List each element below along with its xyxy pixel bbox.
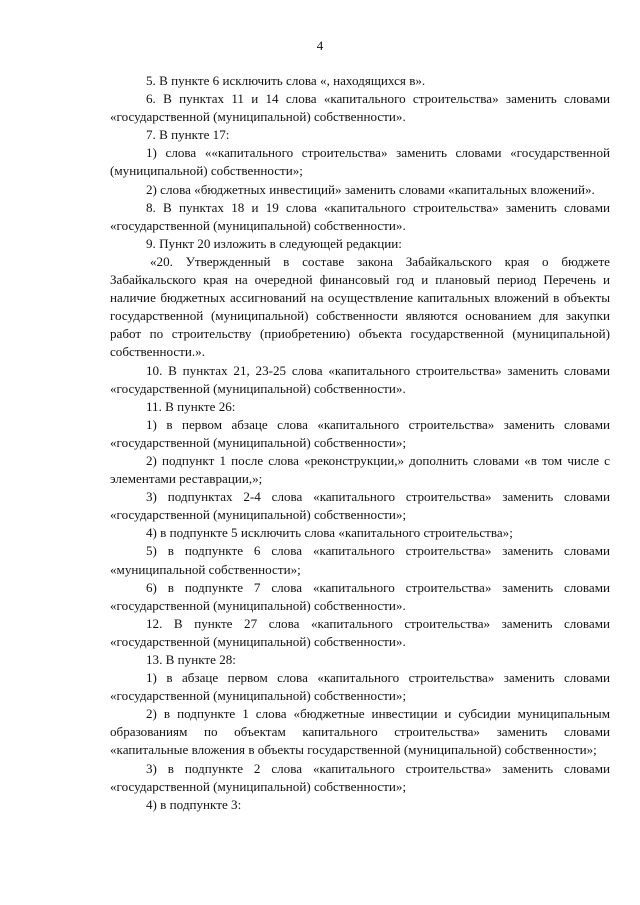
paragraph-11-3: 3) подпунктах 2-4 слова «капитального строительства» заменить словами «государственной (муниципальной) собственности»;: [110, 489, 610, 523]
paragraph-9: 9. Пункт 20 изложить в следующей редакции:: [146, 235, 402, 251]
paragraph-11-2: 2) подпункт 1 после слова «реконструкции,» дополнить словами «в том числе с элементами реставрации,»;: [110, 452, 610, 487]
page-number: 4: [316, 38, 324, 53]
paragraph-13-3: 3) в подпункте 2 слова «капитального строительства» заменить словами «государственной (муниципальной) собственности»;: [110, 760, 610, 794]
paragraph-8: 8. В пунктах 18 и 19 слова «капитального строительства» заменить словами «государственной (муниципальной) собственности».: [110, 199, 610, 233]
paragraph-11-1: 1) в первом абзаце слова «капитального строительства» заменить словами «государственной (муниципальной) собственности»;: [110, 416, 610, 450]
paragraph-13-1: 1) в абзаце первом слова «капитального строительства» заменить словами «государственной (муниципальной) собственности»;: [110, 670, 610, 704]
paragraph-11-4: 4) в подпункте 5 исключить слова «капитального строительства»;: [146, 525, 513, 541]
paragraph-11-6: 6) в подпункте 7 слова «капитального строительства» заменить словами «государственной (муниципальной) собственности».: [110, 579, 610, 613]
paragraph-9-quote: «20. Утвержденный в составе закона Забайкальского края о бюджете Забайкальского края на очередной финансовый год и плановый период Перечень и наличие бюджетных ассигнований на осуществление капитальных вложений в объекты государственной (муниципальной) собственности являются основанием для закупки работ по строительству (приобретению) объекта государственной (муниципальной) собственности.».: [110, 253, 610, 360]
paragraph-5: 5. В пункте 6 исключить слова «, находящихся в».: [146, 73, 426, 88]
paragraph-7-2: 2) слова «бюджетных инвестиций» заменить словами «капитальных вложений».: [146, 181, 595, 197]
paragraph-11-5: 5) в подпункте 6 слова «капитального строительства» заменить словами «муниципальной собственности»;: [110, 543, 610, 577]
paragraph-13-2: 2) в подпункте 1 слова «бюджетные инвестиции и субсидии муниципальным образованиям по объектам капитального строительства» заменить словами «капитальные вложения в объекты государственной (муниципальной) собственности»;: [110, 706, 610, 758]
paragraph-6: 6. В пунктах 11 и 14 слова «капитального строительства» заменить словами «государственной (муниципальной) собственности».: [110, 91, 610, 125]
paragraph-12: 12. В пункте 27 слова «капитального строительства» заменить словами «государственной (муниципальной) собственности».: [110, 615, 610, 649]
paragraph-7: 7. В пункте 17:: [146, 127, 230, 143]
paragraph-7-1: 1) слова ««капитального строительства» заменить словами «государственной (муниципальной) собственности»;: [110, 145, 610, 179]
paragraph-13-4: 4) в подпункте 3:: [146, 796, 242, 812]
paragraph-10: 10. В пунктах 21, 23-25 слова «капитального строительства» заменить словами «государственной (муниципальной) собственности».: [110, 362, 610, 396]
document-body: [110, 72, 610, 814]
paragraph-11: 11. В пункте 26:: [146, 398, 236, 414]
paragraph-13: 13. В пункте 28:: [146, 652, 236, 667]
